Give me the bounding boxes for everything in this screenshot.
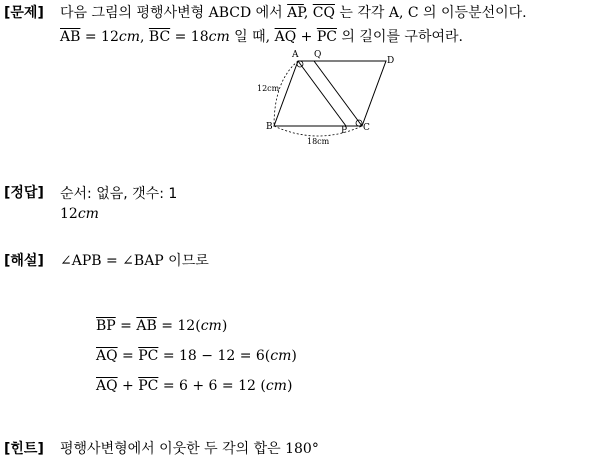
problem-text-end: 의 길이를 구하여라. <box>336 29 463 45</box>
length-18: 18cm <box>307 137 330 146</box>
answer-value <box>60 206 99 222</box>
vertex-c: C <box>363 123 370 133</box>
hint-text: 평행사변형에서 이웃한 두 각의 합은 180° <box>60 441 319 457</box>
vertex-a: A <box>292 50 299 60</box>
paren-close: ) <box>221 318 228 334</box>
parallelogram-figure <box>252 46 402 146</box>
problem-text-b: 는 각각 A, C 의 이등분선이다. <box>334 5 527 21</box>
solution-angle: ∠APB = ∠BAP 이므로 <box>60 253 209 269</box>
value: = 6 + 6 = 12 ( <box>158 378 266 394</box>
point-q: Q <box>314 50 322 60</box>
segment-aq: $\overline{AQ}$ <box>274 29 297 45</box>
bisector-ap <box>298 61 346 126</box>
segment-pc: $\overline{PC}$ <box>316 29 337 45</box>
segment-ab: $\overline{AB}$ <box>136 318 157 334</box>
comma: , <box>303 5 313 21</box>
hint-label: [힌트] <box>4 441 44 457</box>
vertex-b: B <box>266 122 273 132</box>
value: = 18 − 12 = 6( <box>158 348 271 364</box>
segment-ap: $\overline{AP}$ <box>287 5 304 21</box>
plus: + <box>117 378 139 394</box>
unit-cm: cm <box>77 206 99 222</box>
angle-mark-c <box>356 120 362 126</box>
length-12: 12cm <box>257 84 280 93</box>
unit-cm: cm <box>118 29 140 45</box>
equals: = <box>117 348 139 364</box>
answer-number: 12 <box>60 206 78 222</box>
unit-cm: cm <box>208 29 230 45</box>
segment-bc: $\overline{BC}$ <box>148 29 171 45</box>
value: = 12( <box>156 318 201 334</box>
unit-cm: cm <box>270 348 292 364</box>
unit-cm: cm <box>200 318 222 334</box>
eq-ab: = 12 <box>80 29 119 45</box>
problem-line-1 <box>60 2 527 22</box>
segment-pc: $\overline{PC}$ <box>138 348 159 364</box>
segment-ab: $\overline{AB}$ <box>60 29 81 45</box>
solution-label: [해설] <box>4 253 44 269</box>
comma: , <box>139 29 149 45</box>
solution-line-3 <box>96 378 292 394</box>
segment-cq: $\overline{CQ}$ <box>312 5 335 21</box>
paren-close: ) <box>286 378 293 394</box>
bisector-cq <box>314 61 362 126</box>
problem-text-a: 다음 그림의 평행사변형 ABCD 에서 <box>60 5 288 21</box>
arc-bc <box>274 126 362 136</box>
problem-line-2 <box>60 26 463 46</box>
segment-aq: $\overline{AQ}$ <box>96 378 118 394</box>
solution-line-1 <box>96 318 227 334</box>
segment-pc: $\overline{PC}$ <box>138 378 159 394</box>
problem-text-mid: 일 때, <box>229 29 275 45</box>
point-p: P <box>341 126 348 136</box>
equals: = <box>115 318 137 334</box>
solution-line-2 <box>96 348 297 364</box>
segment-bp: $\overline{BP}$ <box>96 318 116 334</box>
answer-label: [정답] <box>4 185 44 201</box>
paren-close: ) <box>291 348 297 364</box>
unit-cm: cm <box>265 378 287 394</box>
eq-bc: = 18 <box>170 29 209 45</box>
problem-label: [문제] <box>4 5 44 21</box>
plus: + <box>296 29 317 45</box>
segment-aq: $\overline{AQ}$ <box>96 348 118 364</box>
parallelogram-abcd <box>274 61 386 126</box>
vertex-d: D <box>387 56 395 66</box>
answer-meta: 순서: 없음, 갯수: 1 <box>60 186 178 202</box>
